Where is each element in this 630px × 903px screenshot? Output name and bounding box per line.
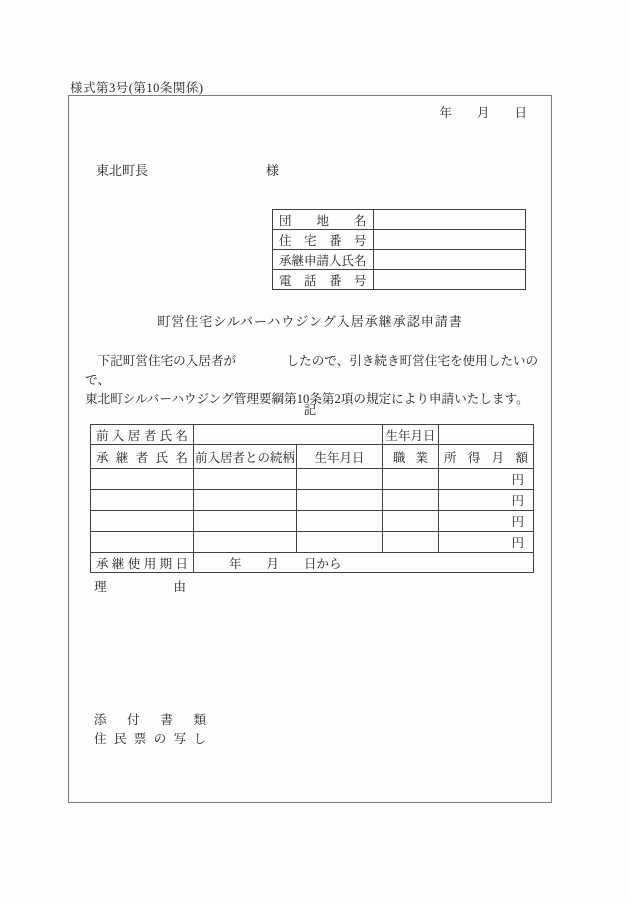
relationship-header: 前入居者との続柄 [194, 445, 297, 469]
relationship-cell [194, 469, 297, 490]
successor-name-cell [91, 511, 194, 532]
income-cell: 円 [439, 532, 534, 553]
succession-date-label: 承継使用期日 [91, 553, 194, 573]
housing-number-label: 住宅番号 [273, 230, 374, 250]
birthdate-header: 生年月日 [297, 445, 383, 469]
occupation-cell [383, 511, 439, 532]
income-header: 所得月額 [439, 445, 534, 469]
relationship-cell [194, 532, 297, 553]
page-title: 町営住宅シルバーハウジング入居承継承認申請書 [157, 314, 463, 329]
recipient-honorific: 様 [266, 163, 280, 178]
record-marker: 記 [303, 403, 317, 417]
table-row [273, 230, 526, 250]
table-row [91, 511, 534, 532]
form-border-box [68, 95, 552, 803]
prev-resident-name-value [194, 425, 383, 445]
attachment-item: 住民票の写し [94, 732, 206, 746]
succession-date-value: 年 月 日から [194, 553, 534, 573]
birthdate-cell [297, 511, 383, 532]
prev-resident-birthdate-label: 生年月日 [383, 425, 439, 445]
birthdate-cell [297, 490, 383, 511]
recipient-name: 東北町長 [96, 163, 149, 178]
table-row [91, 469, 534, 490]
estate-name-value [373, 210, 525, 230]
table-row [273, 250, 526, 270]
table-row [91, 532, 534, 553]
succession-table [90, 424, 534, 573]
phone-number-value [373, 270, 525, 290]
reason-label: 理由 [94, 580, 186, 594]
income-cell: 円 [439, 511, 534, 532]
prev-resident-birthdate-value [439, 425, 534, 445]
table-header-row [91, 445, 534, 469]
successor-name-cell [91, 532, 194, 553]
body-line-1: 下記町営住宅の入居者が したので、引き続き町営住宅を使用したいの で、 [85, 354, 551, 387]
applicant-info-table [272, 209, 526, 290]
successor-name-header: 承継者氏名 [91, 445, 194, 469]
applicant-name-label: 承継申請人氏名 [273, 250, 374, 270]
date-line: 年 月 日 [439, 106, 527, 120]
prev-resident-name-label: 前入居者氏名 [91, 425, 194, 445]
applicant-name-value [373, 250, 525, 270]
successor-name-cell [91, 490, 194, 511]
phone-number-label: 電話番号 [273, 270, 374, 290]
table-row [273, 210, 526, 230]
income-cell: 円 [439, 490, 534, 511]
birthdate-cell [297, 532, 383, 553]
attachments-section [94, 711, 206, 749]
occupation-cell [383, 532, 439, 553]
estate-name-label: 団地名 [273, 210, 374, 230]
relationship-cell [194, 511, 297, 532]
successor-name-cell [91, 469, 194, 490]
table-row [91, 425, 534, 445]
table-row [91, 553, 534, 573]
body-line-2: 東北町シルバーハウジング管理要綱第10条第2項の規定により申請いたします。 [85, 392, 529, 406]
occupation-header: 職業 [383, 445, 439, 469]
attachments-heading: 添付書類 [94, 713, 206, 727]
birthdate-cell [297, 469, 383, 490]
housing-number-value [373, 230, 525, 250]
table-row [273, 270, 526, 290]
relationship-cell [194, 490, 297, 511]
table-row [91, 490, 534, 511]
occupation-cell [383, 490, 439, 511]
occupation-cell [383, 469, 439, 490]
form-number: 様式第3号(第10条関係) [70, 81, 204, 95]
income-cell: 円 [439, 469, 534, 490]
